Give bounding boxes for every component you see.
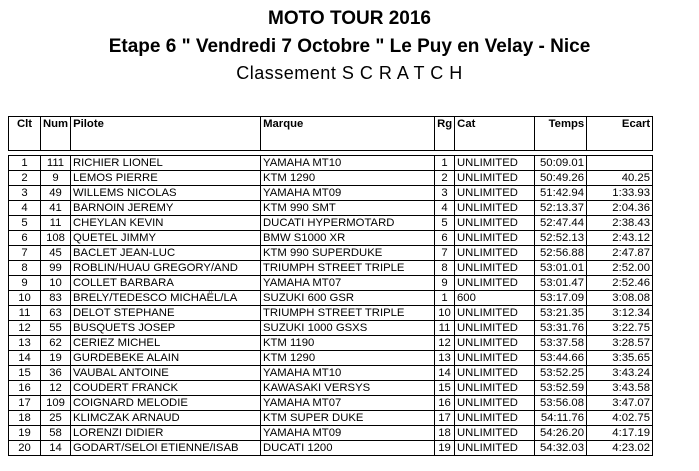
table-row (9, 246, 653, 261)
cell-num: 45 (41, 246, 71, 261)
cell-clt: 9 (9, 276, 41, 291)
cell-marque: KTM 990 SMT (261, 201, 435, 216)
cell-ecart: 40.25 (587, 171, 653, 186)
cell-marque: KTM 1290 (261, 351, 435, 366)
cell-ecart: 2:38.43 (587, 216, 653, 231)
cell-num: 58 (41, 426, 71, 441)
cell-pilote: LORENZI DIDIER (71, 426, 261, 441)
table-row (9, 291, 653, 306)
column-header-ecart: Ecart (587, 117, 653, 151)
cell-rg: 9 (435, 276, 455, 291)
cell-clt: 17 (9, 396, 41, 411)
cell-ecart: 3:12.34 (587, 306, 653, 321)
cell-rg: 15 (435, 381, 455, 396)
cell-cat: UNLIMITED (455, 396, 535, 411)
cell-clt: 19 (9, 426, 41, 441)
cell-num: 99 (41, 261, 71, 276)
cell-pilote: KLIMCZAK ARNAUD (71, 411, 261, 426)
cell-ecart: 4:02.75 (587, 411, 653, 426)
cell-ecart: 2:43.12 (587, 231, 653, 246)
cell-num: 36 (41, 366, 71, 381)
cell-num: 109 (41, 396, 71, 411)
cell-cat: UNLIMITED (455, 186, 535, 201)
cell-clt: 13 (9, 336, 41, 351)
cell-cat: UNLIMITED (455, 366, 535, 381)
cell-clt: 3 (9, 186, 41, 201)
cell-pilote: BACLET JEAN-LUC (71, 246, 261, 261)
cell-temps: 52:56.88 (535, 246, 587, 261)
cell-temps: 52:52.13 (535, 231, 587, 246)
cell-rg: 16 (435, 396, 455, 411)
cell-num: 12 (41, 381, 71, 396)
cell-clt: 4 (9, 201, 41, 216)
cell-marque: KTM 1290 (261, 171, 435, 186)
cell-temps: 52:13.37 (535, 201, 587, 216)
cell-cat: UNLIMITED (455, 156, 535, 171)
cell-cat: UNLIMITED (455, 441, 535, 456)
cell-clt: 2 (9, 171, 41, 186)
cell-marque: KTM 1190 (261, 336, 435, 351)
cell-cat: UNLIMITED (455, 201, 535, 216)
cell-temps: 53:31.76 (535, 321, 587, 336)
cell-cat: UNLIMITED (455, 261, 535, 276)
cell-rg: 13 (435, 351, 455, 366)
cell-num: 10 (41, 276, 71, 291)
cell-ecart: 3:22.75 (587, 321, 653, 336)
cell-marque: KTM 990 SUPERDUKE (261, 246, 435, 261)
cell-temps: 52:47.44 (535, 216, 587, 231)
cell-num: 11 (41, 216, 71, 231)
results-table (8, 155, 653, 456)
cell-num: 63 (41, 306, 71, 321)
cell-pilote: COIGNARD MELODIE (71, 396, 261, 411)
cell-num: 9 (41, 171, 71, 186)
cell-clt: 18 (9, 411, 41, 426)
cell-pilote: BRELY/TEDESCO MICHAËL/LA (71, 291, 261, 306)
cell-rg: 2 (435, 171, 455, 186)
cell-ecart: 3:35.65 (587, 351, 653, 366)
cell-ecart: 4:23.02 (587, 441, 653, 456)
cell-pilote: DELOT STEPHANE (71, 306, 261, 321)
cell-cat: UNLIMITED (455, 321, 535, 336)
cell-temps: 54:32.03 (535, 441, 587, 456)
cell-rg: 14 (435, 366, 455, 381)
table-row (9, 231, 653, 246)
table-row (9, 396, 653, 411)
table-row (9, 216, 653, 231)
cell-cat: UNLIMITED (455, 381, 535, 396)
cell-num: 62 (41, 336, 71, 351)
results-header (8, 116, 653, 151)
cell-cat: UNLIMITED (455, 351, 535, 366)
cell-marque: YAMAHA MT09 (261, 186, 435, 201)
cell-rg: 10 (435, 306, 455, 321)
cell-cat: UNLIMITED (455, 426, 535, 441)
cell-num: 19 (41, 351, 71, 366)
cell-temps: 53:52.25 (535, 366, 587, 381)
cell-cat: UNLIMITED (455, 171, 535, 186)
cell-marque: BMW S1000 XR (261, 231, 435, 246)
column-header-pilote: Pilote (71, 117, 261, 151)
column-header-clt: Clt (9, 117, 41, 151)
cell-marque: YAMAHA MT07 (261, 276, 435, 291)
cell-rg: 7 (435, 246, 455, 261)
cell-pilote: CHEYLAN KEVIN (71, 216, 261, 231)
cell-ecart: 2:52.46 (587, 276, 653, 291)
column-header-cat: Cat (455, 117, 535, 151)
cell-clt: 16 (9, 381, 41, 396)
cell-pilote: GODART/SELOI ETIENNE/ISAB (71, 441, 261, 456)
document-title: MOTO TOUR 2016 (268, 8, 431, 29)
cell-num: 49 (41, 186, 71, 201)
cell-marque: YAMAHA MT09 (261, 426, 435, 441)
table-row (9, 366, 653, 381)
cell-pilote: CERIEZ MICHEL (71, 336, 261, 351)
cell-rg: 12 (435, 336, 455, 351)
cell-cat: UNLIMITED (455, 216, 535, 231)
cell-ecart: 2:04.36 (587, 201, 653, 216)
cell-pilote: RICHIER LIONEL (71, 156, 261, 171)
table-row (9, 261, 653, 276)
cell-ecart: 3:43.24 (587, 366, 653, 381)
cell-clt: 10 (9, 291, 41, 306)
cell-pilote: COLLET BARBARA (71, 276, 261, 291)
cell-cat: UNLIMITED (455, 276, 535, 291)
cell-clt: 7 (9, 246, 41, 261)
stage-title: Etape 6 " Vendredi 7 Octobre " Le Puy en Velay - Nice (108, 36, 591, 57)
cell-num: 25 (41, 411, 71, 426)
cell-clt: 12 (9, 321, 41, 336)
cell-pilote: VAUBAL ANTOINE (71, 366, 261, 381)
cell-temps: 51:42.94 (535, 186, 587, 201)
cell-cat: 600 (455, 291, 535, 306)
cell-temps: 53:44.66 (535, 351, 587, 366)
table-row (9, 336, 653, 351)
cell-cat: UNLIMITED (455, 246, 535, 261)
table-row (9, 321, 653, 336)
table-row (9, 306, 653, 321)
cell-num: 55 (41, 321, 71, 336)
table-row (9, 171, 653, 186)
cell-pilote: BARNOIN JEREMY (71, 201, 261, 216)
cell-marque: KAWASAKI VERSYS (261, 381, 435, 396)
cell-clt: 15 (9, 366, 41, 381)
cell-temps: 53:01.47 (535, 276, 587, 291)
table-row (9, 426, 653, 441)
table-row (9, 441, 653, 456)
cell-ecart: 3:28.57 (587, 336, 653, 351)
cell-ecart: 2:52.00 (587, 261, 653, 276)
cell-cat: UNLIMITED (455, 336, 535, 351)
cell-marque: KTM SUPER DUKE (261, 411, 435, 426)
table-row (9, 201, 653, 216)
column-header-rg: Rg (435, 117, 455, 151)
cell-marque: SUZUKI 600 GSR (261, 291, 435, 306)
cell-rg: 3 (435, 186, 455, 201)
cell-pilote: QUETEL JIMMY (71, 231, 261, 246)
cell-pilote: COUDERT FRANCK (71, 381, 261, 396)
cell-rg: 1 (435, 156, 455, 171)
cell-temps: 53:17.09 (535, 291, 587, 306)
cell-clt: 11 (9, 306, 41, 321)
cell-marque: SUZUKI 1000 GSXS (261, 321, 435, 336)
cell-cat: UNLIMITED (455, 231, 535, 246)
cell-pilote: WILLEMS NICOLAS (71, 186, 261, 201)
cell-clt: 8 (9, 261, 41, 276)
cell-ecart (587, 156, 653, 171)
table-row (9, 411, 653, 426)
cell-rg: 18 (435, 426, 455, 441)
cell-temps: 53:56.08 (535, 396, 587, 411)
cell-rg: 8 (435, 261, 455, 276)
column-header-temps: Temps (535, 117, 587, 151)
cell-rg: 17 (435, 411, 455, 426)
cell-pilote: GURDEBEKE ALAIN (71, 351, 261, 366)
cell-temps: 54:11.76 (535, 411, 587, 426)
cell-temps: 50:49.26 (535, 171, 587, 186)
cell-clt: 14 (9, 351, 41, 366)
table-row (9, 276, 653, 291)
table-row (9, 156, 653, 171)
cell-temps: 53:21.35 (535, 306, 587, 321)
column-header-num: Num (41, 117, 71, 151)
column-header-marque: Marque (261, 117, 435, 151)
cell-pilote: BUSQUETS JOSEP (71, 321, 261, 336)
cell-marque: DUCATI HYPERMOTARD (261, 216, 435, 231)
cell-temps: 53:52.59 (535, 381, 587, 396)
cell-rg: 11 (435, 321, 455, 336)
cell-marque: YAMAHA MT07 (261, 396, 435, 411)
cell-rg: 1 (435, 291, 455, 306)
classement-title: Classement S C R A T C H (236, 63, 463, 83)
cell-temps: 53:37.58 (535, 336, 587, 351)
cell-marque: YAMAHA MT10 (261, 366, 435, 381)
cell-marque: TRIUMPH STREET TRIPLE (261, 306, 435, 321)
cell-ecart: 3:08.08 (587, 291, 653, 306)
cell-ecart: 3:47.07 (587, 396, 653, 411)
cell-cat: UNLIMITED (455, 306, 535, 321)
cell-marque: DUCATI 1200 (261, 441, 435, 456)
cell-marque: YAMAHA MT10 (261, 156, 435, 171)
cell-marque: TRIUMPH STREET TRIPLE (261, 261, 435, 276)
cell-num: 108 (41, 231, 71, 246)
cell-ecart: 3:43.58 (587, 381, 653, 396)
cell-cat: UNLIMITED (455, 411, 535, 426)
cell-clt: 5 (9, 216, 41, 231)
cell-temps: 54:26.20 (535, 426, 587, 441)
cell-num: 83 (41, 291, 71, 306)
cell-rg: 4 (435, 201, 455, 216)
cell-ecart: 4:17.19 (587, 426, 653, 441)
cell-temps: 53:01.01 (535, 261, 587, 276)
cell-num: 14 (41, 441, 71, 456)
cell-ecart: 2:47.87 (587, 246, 653, 261)
cell-num: 111 (41, 156, 71, 171)
cell-rg: 19 (435, 441, 455, 456)
table-row (9, 351, 653, 366)
cell-ecart: 1:33.93 (587, 186, 653, 201)
table-row (9, 381, 653, 396)
header-row (9, 117, 653, 151)
cell-clt: 20 (9, 441, 41, 456)
cell-rg: 5 (435, 216, 455, 231)
cell-pilote: LEMOS PIERRE (71, 171, 261, 186)
cell-clt: 6 (9, 231, 41, 246)
cell-num: 41 (41, 201, 71, 216)
table-row (9, 186, 653, 201)
cell-clt: 1 (9, 156, 41, 171)
cell-rg: 6 (435, 231, 455, 246)
results-body (9, 156, 653, 456)
cell-temps: 50:09.01 (535, 156, 587, 171)
cell-pilote: ROBLIN/HUAU GREGORY/AND (71, 261, 261, 276)
